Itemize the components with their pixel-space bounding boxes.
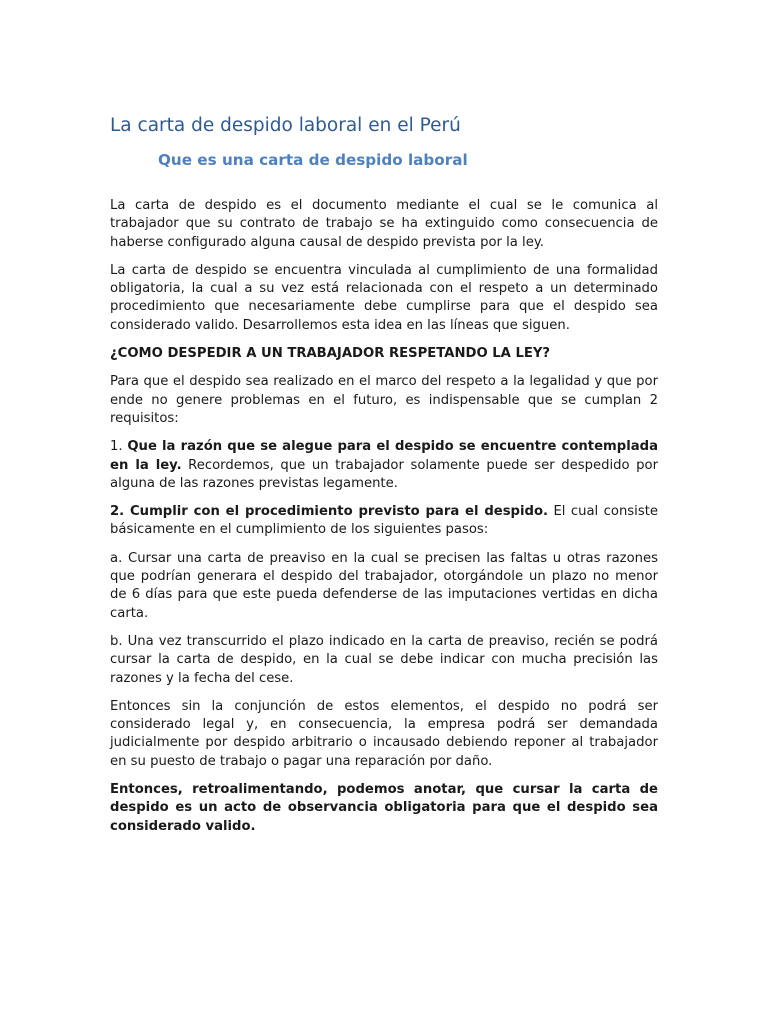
requirement-2-title: 2. Cumplir con el procedimiento previsto para el despido. [110,504,549,520]
document-title: La carta de despido laboral en el Perú [110,115,461,136]
conclusion-paragraph: Entonces, retroalimentando, podemos anotar, que cursar la carta de despido es un acto de observancia obligatoria para que el despido sea considerado valido. [110,782,658,834]
paragraph-formality: La carta de despido se encuentra vinculada al cumplimiento de una formalidad obligatoria, la cual a su vez está relacionada con el respeto a un determinado procedimiento que necesariamente debe cumplirse para que el despido sea considerado valido. Desarrollemos esta idea en las líneas que siguen. [110,262,658,333]
requirement-2-text: El cual consiste básicamente en el cumplimiento de los siguientes pasos: [110,504,658,538]
requirement-1 [110,438,658,493]
step-a: a. Cursar una carta de preaviso en la cual se precisen las faltas u otras razones que podrían generara el despido del trabajador, otorgándole un plazo no menor de 6 días para que este pueda defenderse de las imputaciones vertidas en dicha carta. [110,550,658,621]
requirement-1-title: Que la razón que se alegue para el despido se encuentre contemplada en la ley. [110,439,658,473]
requirement-1-number: 1. [110,439,128,455]
requirement-2 [110,503,658,540]
requirement-1-text: Recordemos, que un trabajador solamente puede ser despedido por alguna de las razones previstas legamente. [110,457,658,491]
step-b: b. Una vez transcurrido el plazo indicado en la carta de preaviso, recién se podrá cursar la carta de despido, en la cual se debe indicar con mucha precisión las razones y la fecha del cese. [110,633,658,686]
paragraph-requirements-intro: Para que el despido sea realizado en el marco del respeto a la legalidad y que por ende no genere problemas en el futuro, es indispensable que se cumplan 2 requisitos: [110,374,658,426]
paragraph-definition: La carta de despido es el documento mediante el cual se le comunica al trabajador que su contrato de trabajo se ha extinguido como consecuencia de haberse configurado alguna causal de despido prevista por la ley. [110,198,658,250]
section-heading: ¿COMO DESPEDIR A UN TRABAJADOR RESPETANDO LA LEY? [110,346,551,362]
paragraph-consequence: Entonces sin la conjunción de estos elementos, el despido no podrá ser considerado legal y, en consecuencia, la empresa podrá ser demandada judicialmente por despido arbitrario o incausado debiendo reponer al trabajador en su puesto de trabajo o pagar una reparación por daño. [110,698,658,769]
document-subtitle: Que es una carta de despido laboral [158,151,468,169]
document-body [110,112,658,846]
